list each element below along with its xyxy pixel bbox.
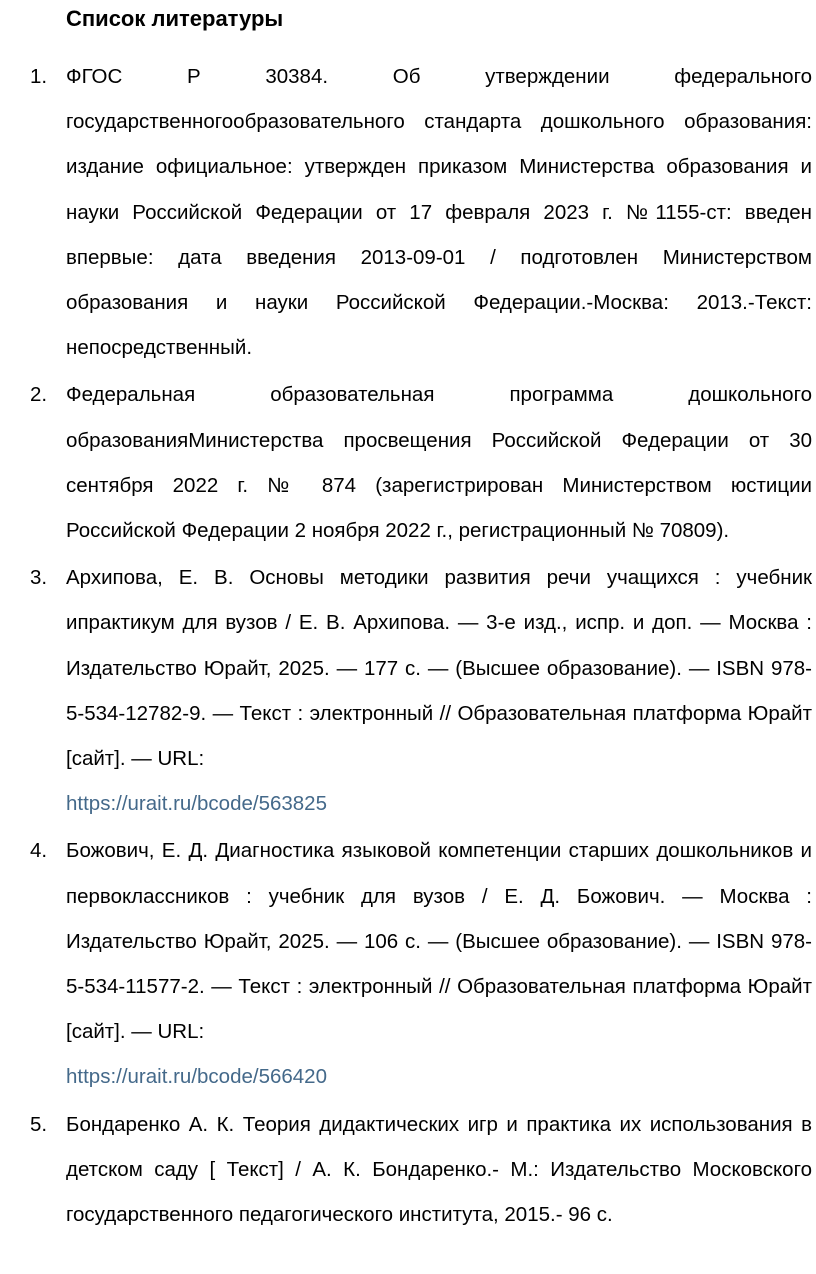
reference-item-5 bbox=[0, 1102, 816, 1238]
page-title: Список литературы bbox=[66, 6, 284, 31]
reference-list bbox=[0, 54, 816, 1239]
reference-text: Бондаренко А. К. Теория дидактических игр и практика их использования в детском саду [ Текст] / А. К. Бондаренко.- М.: Издательство Московского государственного педагогического института, 2015.- 96 с. bbox=[66, 1112, 812, 1227]
reference-text: ФГОС Р 30384. Об утверждении федерального государственногообразовательного стандарта дошкольного образования: издание официальное: утвержден приказом Министерства образования и науки Российской Федерации от 17 февраля 2023 г. №1155-ст: введен впервые: дата введения 2013-09-01 / подготовлен Министерством образования и науки Российской Федерации.-Москва: 2013.-Текст: непосредственный. bbox=[66, 65, 812, 360]
reference-text: Архипова, Е. В. Основы методики развития речи учащихся : учебник ипрактикум для вузов / Е. В. Архипова. — 3-е изд., испр. и доп. — Москва : Издательство Юрайт, 2025. — 177 с. — (Высшее образование). — ISBN 978-5-534-12782-9. — Текст : электронный // Образовательная платформа Юрайт [сайт]. — URL: bbox=[66, 566, 812, 771]
reference-link[interactable]: https://urait.ru/bcode/563825 bbox=[66, 792, 327, 816]
reference-number: 1. bbox=[30, 65, 48, 88]
reference-text: Божович, Е. Д. Диагностика языковой компетенции старших дошкольников и первоклассников : учебник для вузов / Е. Д. Божович. — Москва : Издательство Юрайт, 2025. — 106 с. — (Высшее образование). — ISBN 978-5-534-11577-2. — Текст : электронный // Образовательная платформа Юрайт [сайт]. — URL: bbox=[66, 839, 812, 1044]
reference-item-3 bbox=[0, 555, 816, 826]
reference-link[interactable]: https://urait.ru/bcode/566420 bbox=[66, 1065, 327, 1089]
reference-number: 5. bbox=[30, 1112, 48, 1136]
reference-number: 2. bbox=[30, 383, 48, 407]
reference-number: 4. bbox=[30, 839, 48, 863]
reference-item-1 bbox=[0, 54, 816, 370]
reference-item-4 bbox=[0, 828, 816, 1099]
reference-number: 3. bbox=[30, 566, 48, 590]
reference-text: Федеральная образовательная программа дошкольного образованияМинистерства просвещения Российской Федерации от 30 сентября 2022 г. № 874 (зарегистрирован Министерством юстиции Российской Федерации 2 ноября 2022 г., регистрационный № 70809). bbox=[66, 383, 812, 543]
reference-item-2 bbox=[0, 372, 816, 553]
